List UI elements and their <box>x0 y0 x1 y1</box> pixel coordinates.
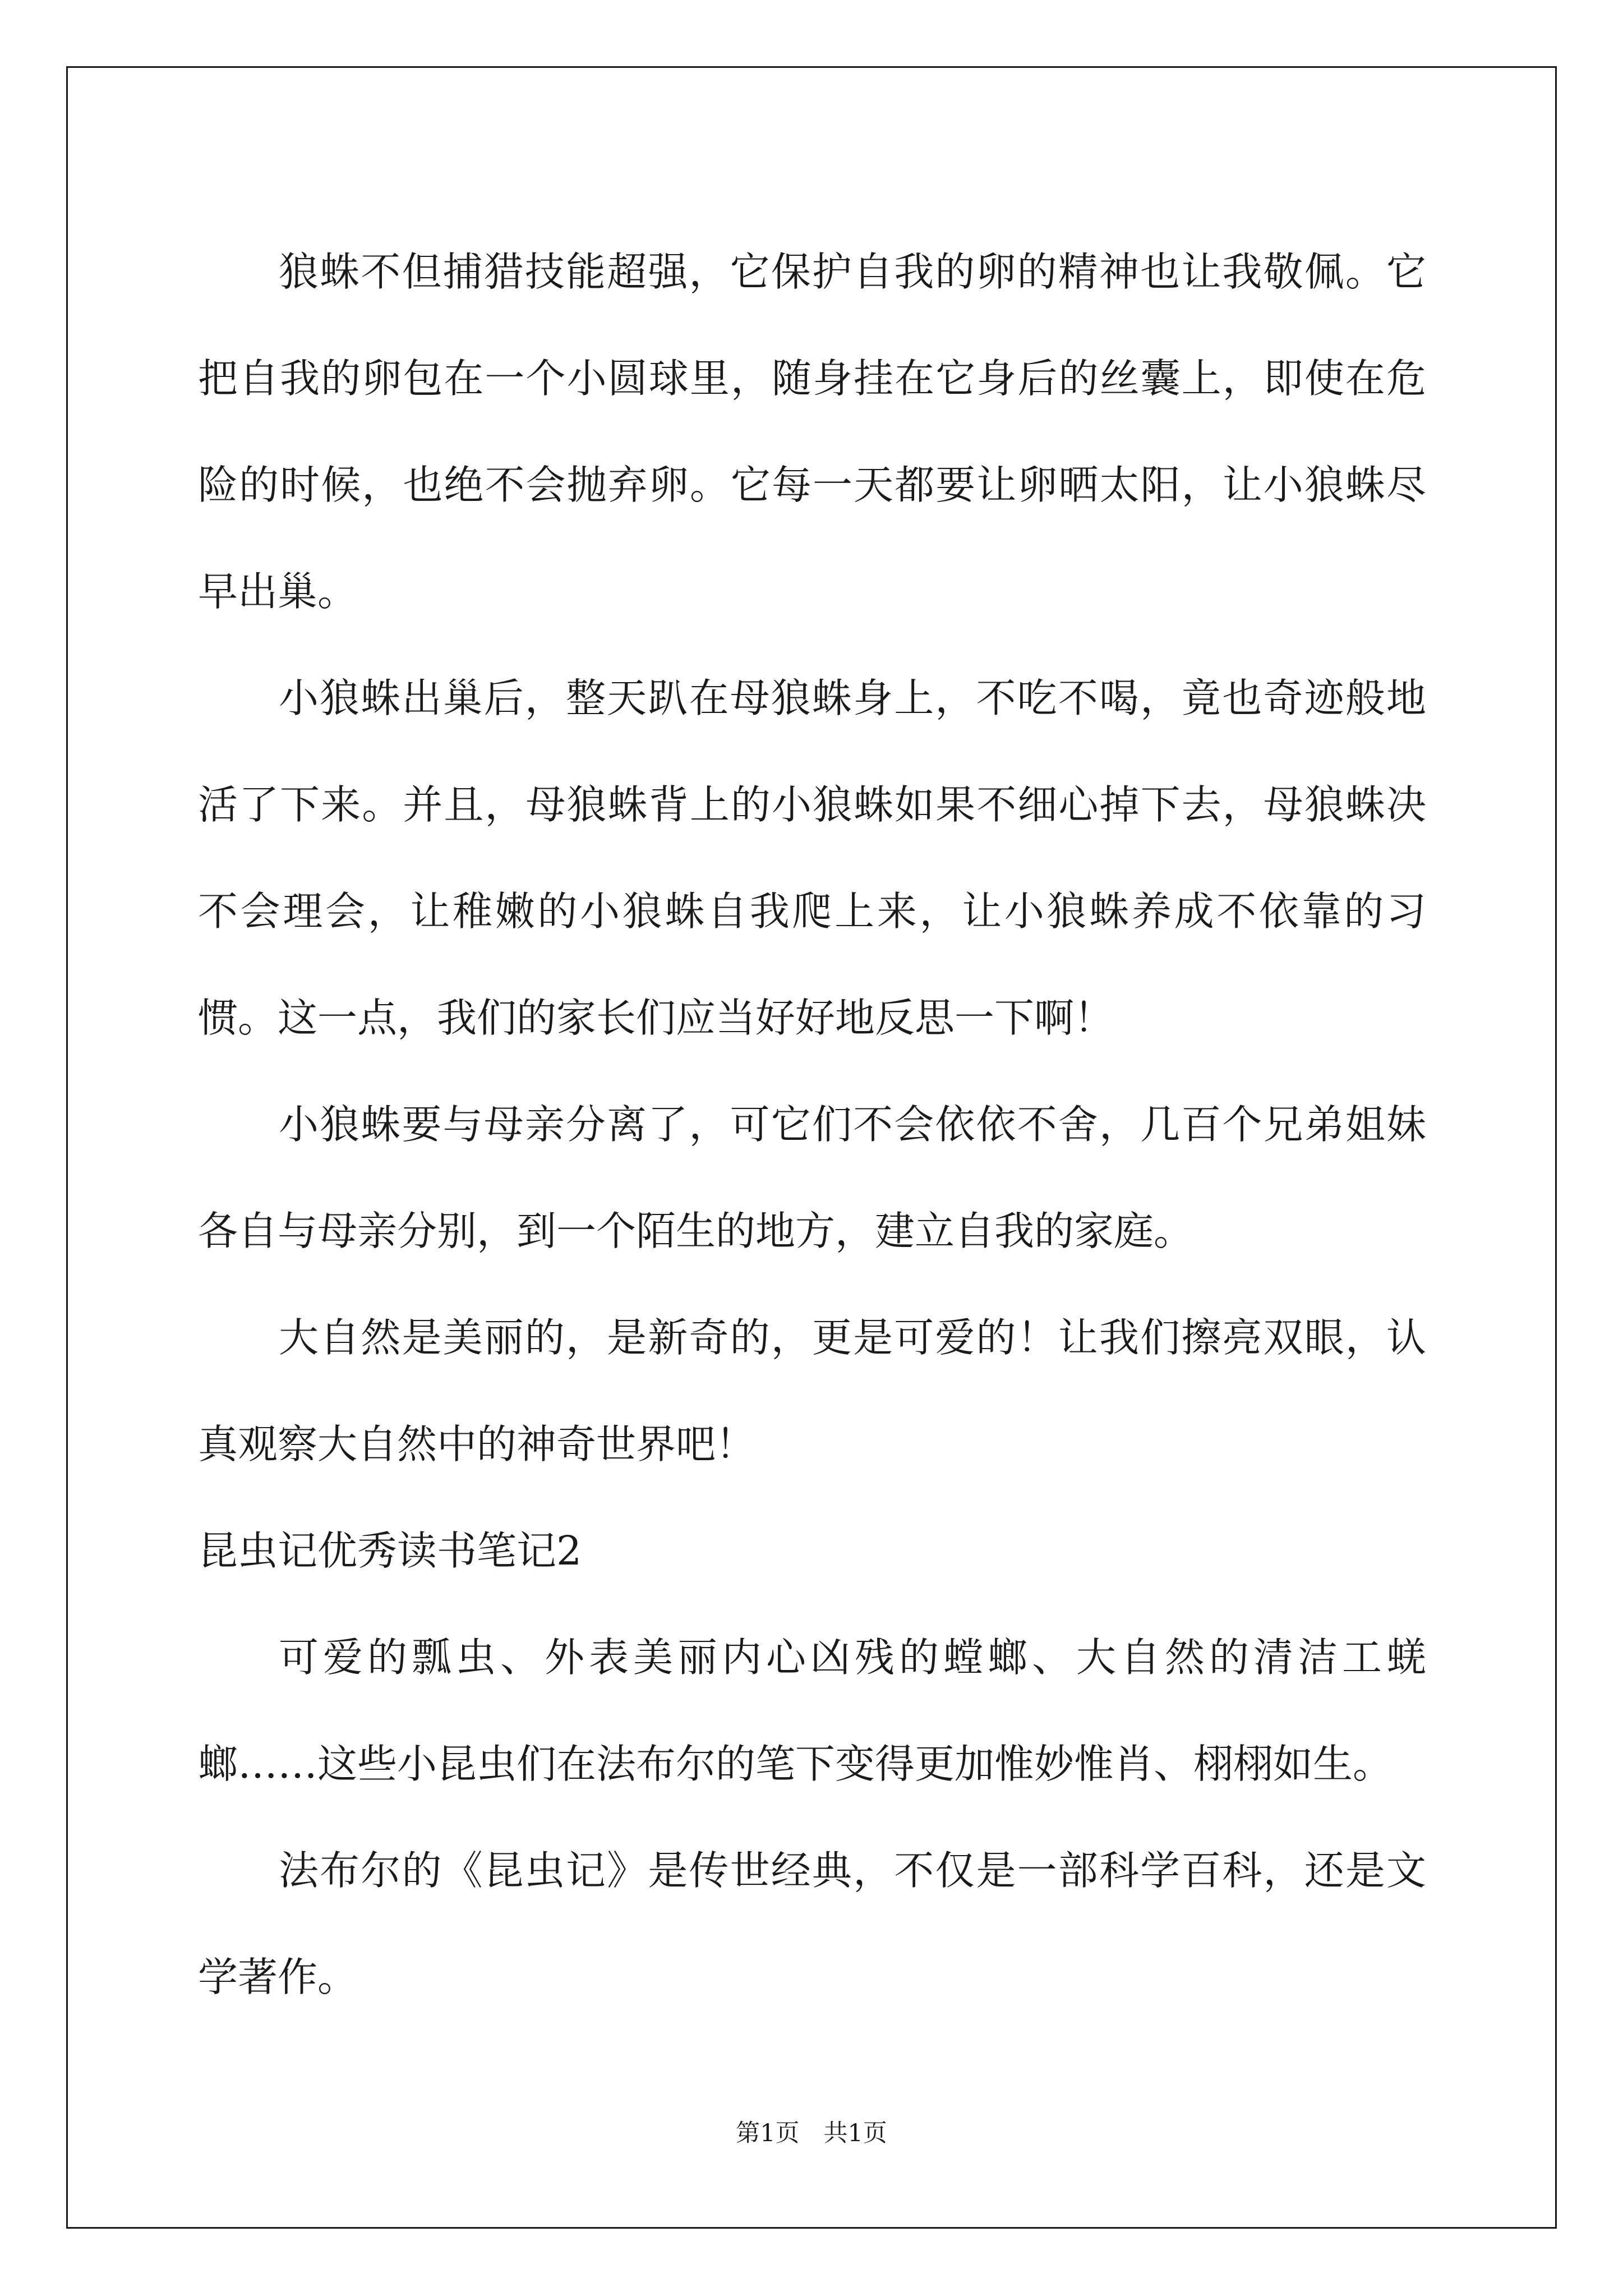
section-heading: 昆虫记优秀读书笔记2 <box>198 1527 582 1574</box>
paragraph-6: 法布尔的《昆虫记》是传世经典，不仅是一部科学百科，还是文学著作。 <box>198 1847 1426 2000</box>
paragraph-2: 小狼蛛出巢后，整天趴在母狼蛛身上，不吃不喝，竟也奇迹般地活了下来。并且，母狼蛛背上的小狼蛛如果不细心掉下去，母狼蛛决不会理会，让稚嫩的小狼蛛自我爬上来，让小狼蛛养成不依靠的习惯。这一点，我们的家长们应当好好地反思一下啊！ <box>198 675 1426 1041</box>
paragraph-5: 可爱的瓢虫、外表美丽内心凶残的螳螂、大自然的清洁工蜣螂……这些小昆虫们在法布尔的笔下变得更加惟妙惟肖、栩栩如生。 <box>198 1634 1426 1787</box>
paragraph-3: 小狼蛛要与母亲分离了，可它们不会依依不舍，几百个兄弟姐妹各自与母亲分别，到一个陌生的地方，建立自我的家庭。 <box>198 1101 1426 1254</box>
paragraph-4: 大自然是美丽的，是新奇的，更是可爱的！让我们擦亮双眼，认真观察大自然中的神奇世界吧！ <box>198 1314 1426 1467</box>
page-number-footer: 第1页 共1页 <box>736 2119 887 2147</box>
paragraph-1: 狼蛛不但捕猎技能超强，它保护自我的卵的精神也让我敬佩。它把自我的卵包在一个小圆球里，随身挂在它身后的丝囊上，即使在危险的时候，也绝不会抛弃卵。它每一天都要让卵晒太阳，让小狼蛛尽早出巢。 <box>198 249 1426 615</box>
document-body <box>198 219 1426 2031</box>
